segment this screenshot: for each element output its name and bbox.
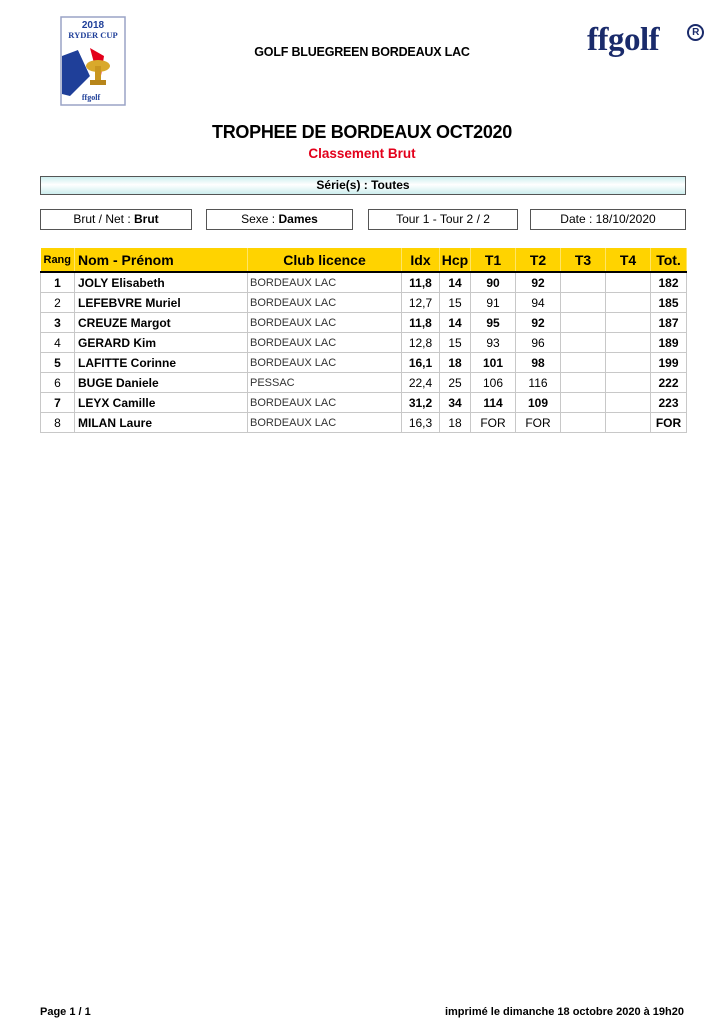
t1-cell: 106 (471, 373, 516, 393)
table-row (41, 393, 687, 413)
t2-cell: 98 (516, 353, 561, 373)
hcp-cell: 18 (440, 353, 471, 373)
idx-cell: 31,2 (402, 393, 440, 413)
t4-cell (606, 293, 651, 313)
idx-cell: 12,7 (402, 293, 440, 313)
t4-cell (606, 272, 651, 293)
t1-cell: 93 (471, 333, 516, 353)
idx-cell: 11,8 (402, 313, 440, 333)
tours-text: Tour 1 - Tour 2 / 2 (396, 212, 490, 226)
hcp-cell: 14 (440, 313, 471, 333)
idx-cell: 16,3 (402, 413, 440, 433)
club-cell: BORDEAUX LAC (248, 272, 402, 293)
header-t3: T3 (561, 248, 606, 272)
club-cell: BORDEAUX LAC (248, 333, 402, 353)
tot-cell: 185 (651, 293, 687, 313)
t3-cell (561, 313, 606, 333)
tot-cell: 199 (651, 353, 687, 373)
logo-text: RYDER CUP (68, 30, 118, 40)
t1-cell: 95 (471, 313, 516, 333)
date-text: Date : 18/10/2020 (560, 212, 656, 226)
hcp-cell: 25 (440, 373, 471, 393)
rang-cell: 1 (41, 272, 75, 293)
header-hcp: Hcp (440, 248, 471, 272)
t4-cell (606, 333, 651, 353)
club-name: GOLF BLUEGREEN BORDEAUX LAC (254, 45, 470, 59)
rang-cell: 5 (41, 353, 75, 373)
hcp-cell: 34 (440, 393, 471, 413)
name-cell: JOLY Elisabeth (75, 272, 248, 293)
footer-page-number: Page 1 / 1 (40, 1006, 91, 1018)
logo-brand: ffgolf (81, 93, 101, 102)
header-idx: Idx (402, 248, 440, 272)
table-row (41, 353, 687, 373)
ryder-cup-logo (60, 16, 126, 106)
t4-cell (606, 393, 651, 413)
header-club: Club licence (248, 248, 402, 272)
footer-print-date: imprimé le dimanche 18 octobre 2020 à 19h20 (444, 1006, 684, 1018)
club-cell: BORDEAUX LAC (248, 293, 402, 313)
hcp-cell: 15 (440, 333, 471, 353)
ffgolf-logo (587, 22, 707, 72)
tot-cell: 187 (651, 313, 687, 333)
sexe-box (206, 209, 353, 230)
t2-cell: 96 (516, 333, 561, 353)
t1-cell: 101 (471, 353, 516, 373)
tot-cell: 222 (651, 373, 687, 393)
name-cell: LAFITTE Corinne (75, 353, 248, 373)
header-t1: T1 (471, 248, 516, 272)
header-nom: Nom - Prénom (75, 248, 248, 272)
idx-cell: 11,8 (402, 272, 440, 293)
t3-cell (561, 413, 606, 433)
tot-cell: 182 (651, 272, 687, 293)
page-subtitle: Classement Brut (308, 146, 416, 161)
name-cell: MILAN Laure (75, 413, 248, 433)
t2-cell: 92 (516, 272, 561, 293)
sexe-label: Sexe : (241, 212, 276, 226)
rang-cell: 7 (41, 393, 75, 413)
tours-box (368, 209, 518, 230)
t1-cell: 90 (471, 272, 516, 293)
header-tot: Tot. (651, 248, 687, 272)
t1-cell: 91 (471, 293, 516, 313)
table-row (41, 293, 687, 313)
table-row (41, 373, 687, 393)
club-cell: BORDEAUX LAC (248, 313, 402, 333)
header-rang: Rang (41, 248, 75, 272)
rang-cell: 2 (41, 293, 75, 313)
sexe-value: Dames (278, 212, 318, 226)
t4-cell (606, 373, 651, 393)
brutnet-label: Brut / Net : (73, 212, 131, 226)
header-t2: T2 (516, 248, 561, 272)
idx-cell: 12,8 (402, 333, 440, 353)
name-cell: LEYX Camille (75, 393, 248, 413)
hcp-cell: 15 (440, 293, 471, 313)
logo-year: 2018 (81, 20, 105, 31)
t4-cell (606, 313, 651, 333)
t4-cell (606, 353, 651, 373)
hcp-cell: 18 (440, 413, 471, 433)
rang-cell: 8 (41, 413, 75, 433)
rang-cell: 4 (41, 333, 75, 353)
date-box (530, 209, 686, 230)
table-header-row (41, 248, 687, 272)
t3-cell (561, 373, 606, 393)
t2-cell: 109 (516, 393, 561, 413)
t3-cell (561, 353, 606, 373)
table-row (41, 413, 687, 433)
idx-cell: 16,1 (402, 353, 440, 373)
name-cell: BUGE Daniele (75, 373, 248, 393)
rang-cell: 6 (41, 373, 75, 393)
name-cell: CREUZE Margot (75, 313, 248, 333)
rang-cell: 3 (41, 313, 75, 333)
tot-cell: 223 (651, 393, 687, 413)
table-row (41, 313, 687, 333)
t2-cell: FOR (516, 413, 561, 433)
ffgolf-logo-text: ffgolf (587, 22, 660, 58)
t2-cell: 94 (516, 293, 561, 313)
page-title: TROPHEE DE BORDEAUX OCT2020 (212, 122, 512, 142)
tot-cell: FOR (651, 413, 687, 433)
t3-cell (561, 393, 606, 413)
idx-cell: 22,4 (402, 373, 440, 393)
club-cell: PESSAC (248, 373, 402, 393)
t1-cell: FOR (471, 413, 516, 433)
tot-cell: 189 (651, 333, 687, 353)
club-cell: BORDEAUX LAC (248, 353, 402, 373)
name-cell: LEFEBVRE Muriel (75, 293, 248, 313)
results-table (40, 248, 687, 433)
t1-cell: 114 (471, 393, 516, 413)
t2-cell: 92 (516, 313, 561, 333)
club-cell: BORDEAUX LAC (248, 393, 402, 413)
series-bar: Série(s) : Toutes (40, 176, 686, 195)
table-row (41, 272, 687, 293)
brutnet-value: Brut (134, 212, 159, 226)
brutnet-box (40, 209, 192, 230)
header-t4: T4 (606, 248, 651, 272)
table-row (41, 333, 687, 353)
club-cell: BORDEAUX LAC (248, 413, 402, 433)
t3-cell (561, 272, 606, 293)
hcp-cell: 14 (440, 272, 471, 293)
t3-cell (561, 293, 606, 313)
name-cell: GERARD Kim (75, 333, 248, 353)
t2-cell: 116 (516, 373, 561, 393)
registered-icon: R (687, 24, 704, 41)
t4-cell (606, 413, 651, 433)
t3-cell (561, 333, 606, 353)
